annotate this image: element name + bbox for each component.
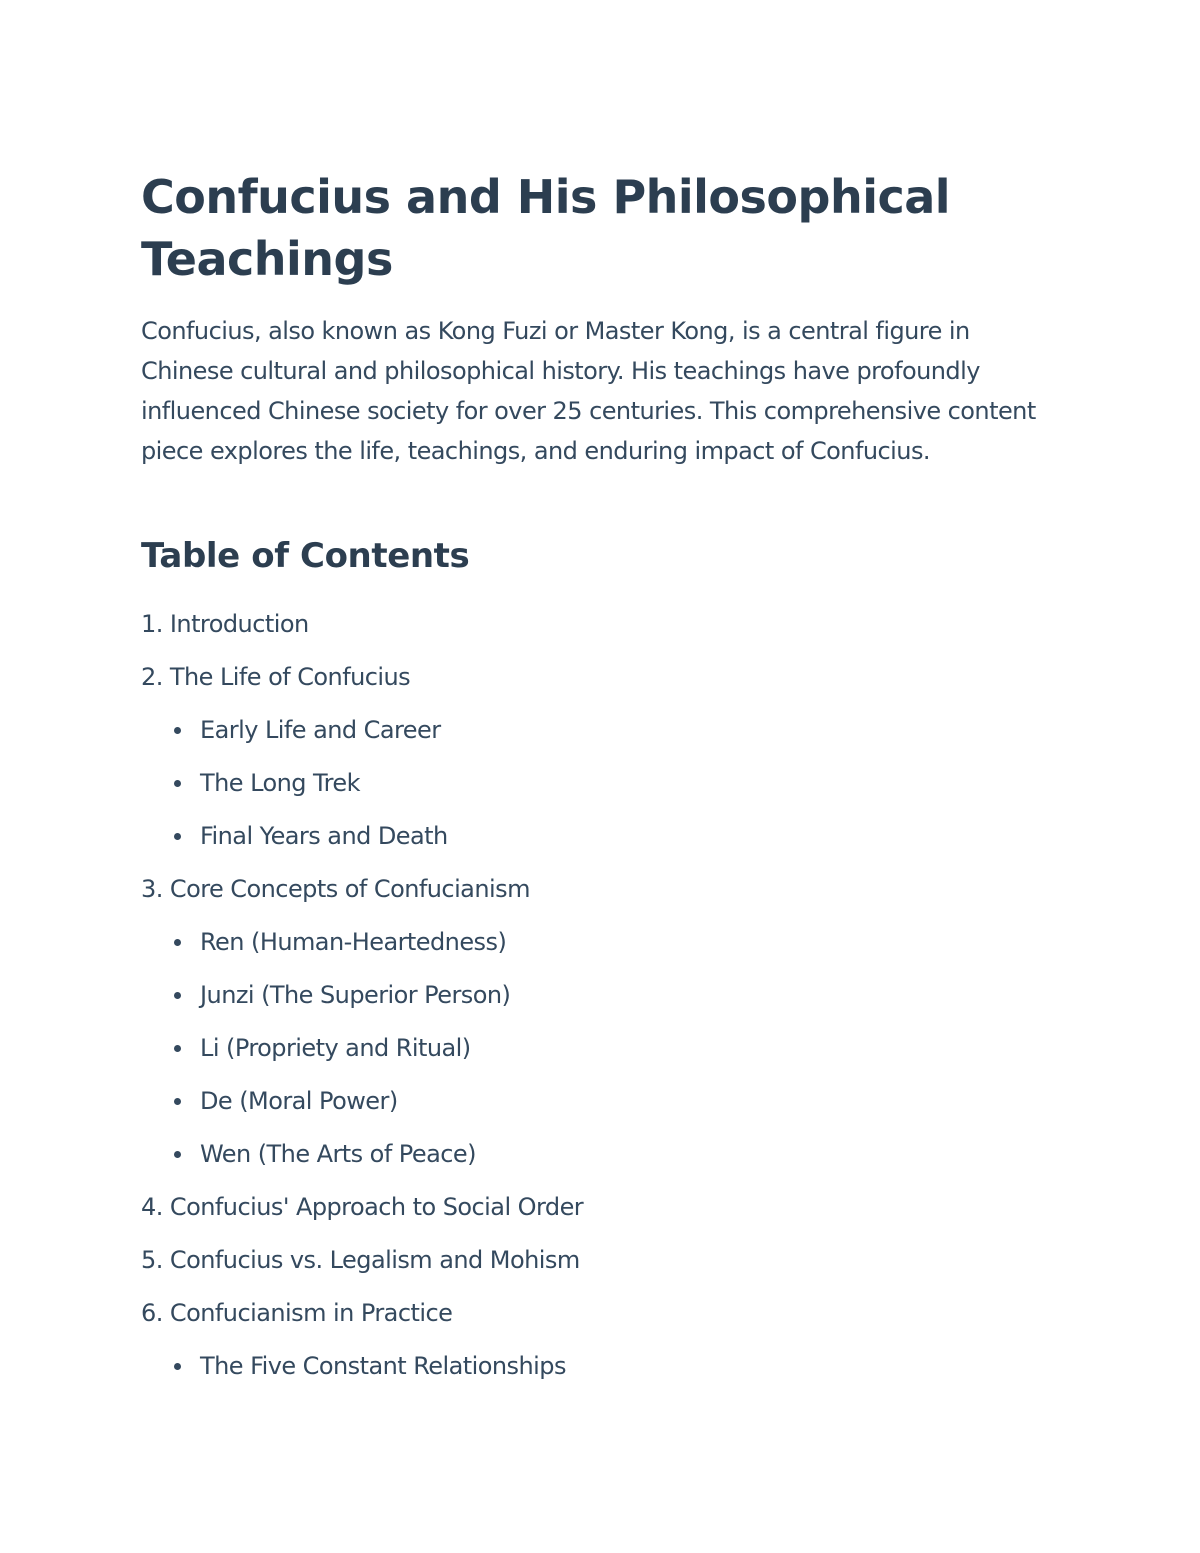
toc-item-label: Final Years and Death bbox=[200, 822, 448, 850]
toc-item-core-concepts[interactable] bbox=[141, 869, 1041, 922]
toc-item-label: Ren (Human-Heartedness) bbox=[200, 928, 507, 956]
toc-item-label: Junzi (The Superior Person) bbox=[200, 981, 511, 1009]
bullet-icon bbox=[174, 1098, 181, 1105]
toc-item-label: 4. Confucius' Approach to Social Order bbox=[141, 1193, 584, 1221]
toc-subitem-junzi[interactable] bbox=[141, 975, 1041, 1028]
bullet-icon bbox=[174, 1045, 181, 1052]
toc-item-label: 3. Core Concepts of Confucianism bbox=[141, 875, 530, 903]
toc-item-label: 6. Confucianism in Practice bbox=[141, 1299, 453, 1327]
document-title: Confucius and His Philosophical Teachings bbox=[141, 170, 951, 286]
toc-item-label: Li (Propriety and Ritual) bbox=[200, 1034, 471, 1062]
toc-item-label: 2. The Life of Confucius bbox=[141, 663, 411, 691]
toc-item-label: 1. Introduction bbox=[141, 610, 309, 638]
toc-item-label: The Five Constant Relationships bbox=[200, 1352, 566, 1380]
toc-subitem-li[interactable] bbox=[141, 1028, 1041, 1081]
bullet-icon bbox=[174, 727, 181, 734]
toc-item-legalism-mohism[interactable] bbox=[141, 1240, 1041, 1293]
toc-item-introduction[interactable] bbox=[141, 604, 1041, 657]
toc-subitem-long-trek[interactable] bbox=[141, 763, 1041, 816]
bullet-icon bbox=[174, 1151, 181, 1158]
toc-item-social-order[interactable] bbox=[141, 1187, 1041, 1240]
toc-item-label: Early Life and Career bbox=[200, 716, 441, 744]
toc-subitem-ren[interactable] bbox=[141, 922, 1041, 975]
toc-item-label: Wen (The Arts of Peace) bbox=[200, 1140, 476, 1168]
bullet-icon bbox=[174, 992, 181, 999]
toc-heading: Table of Contents bbox=[141, 536, 470, 576]
toc-item-label: The Long Trek bbox=[200, 769, 360, 797]
toc-subitem-de[interactable] bbox=[141, 1081, 1041, 1134]
toc-subitem-final-years[interactable] bbox=[141, 816, 1041, 869]
toc-item-life-of-confucius[interactable] bbox=[141, 657, 1041, 710]
toc-subitem-wen[interactable] bbox=[141, 1134, 1041, 1187]
bullet-icon bbox=[174, 833, 181, 840]
toc-item-in-practice[interactable] bbox=[141, 1293, 1041, 1346]
toc-item-label: De (Moral Power) bbox=[200, 1087, 398, 1115]
toc-subitem-five-relationships[interactable] bbox=[141, 1346, 1041, 1399]
toc-item-label: 5. Confucius vs. Legalism and Mohism bbox=[141, 1246, 580, 1274]
intro-paragraph: Confucius, also known as Kong Fuzi or Master Kong, is a central figure in Chinese cultural and philosophical history. His teachings have profoundly influenced Chinese society for over 25 centuries. This comprehensive content piece explores the life, teachings, and enduring impact of Confucius. bbox=[141, 317, 1036, 465]
toc-subitem-early-life[interactable] bbox=[141, 710, 1041, 763]
table-of-contents bbox=[141, 604, 1041, 1399]
bullet-icon bbox=[174, 1363, 181, 1370]
bullet-icon bbox=[174, 780, 181, 787]
bullet-icon bbox=[174, 939, 181, 946]
